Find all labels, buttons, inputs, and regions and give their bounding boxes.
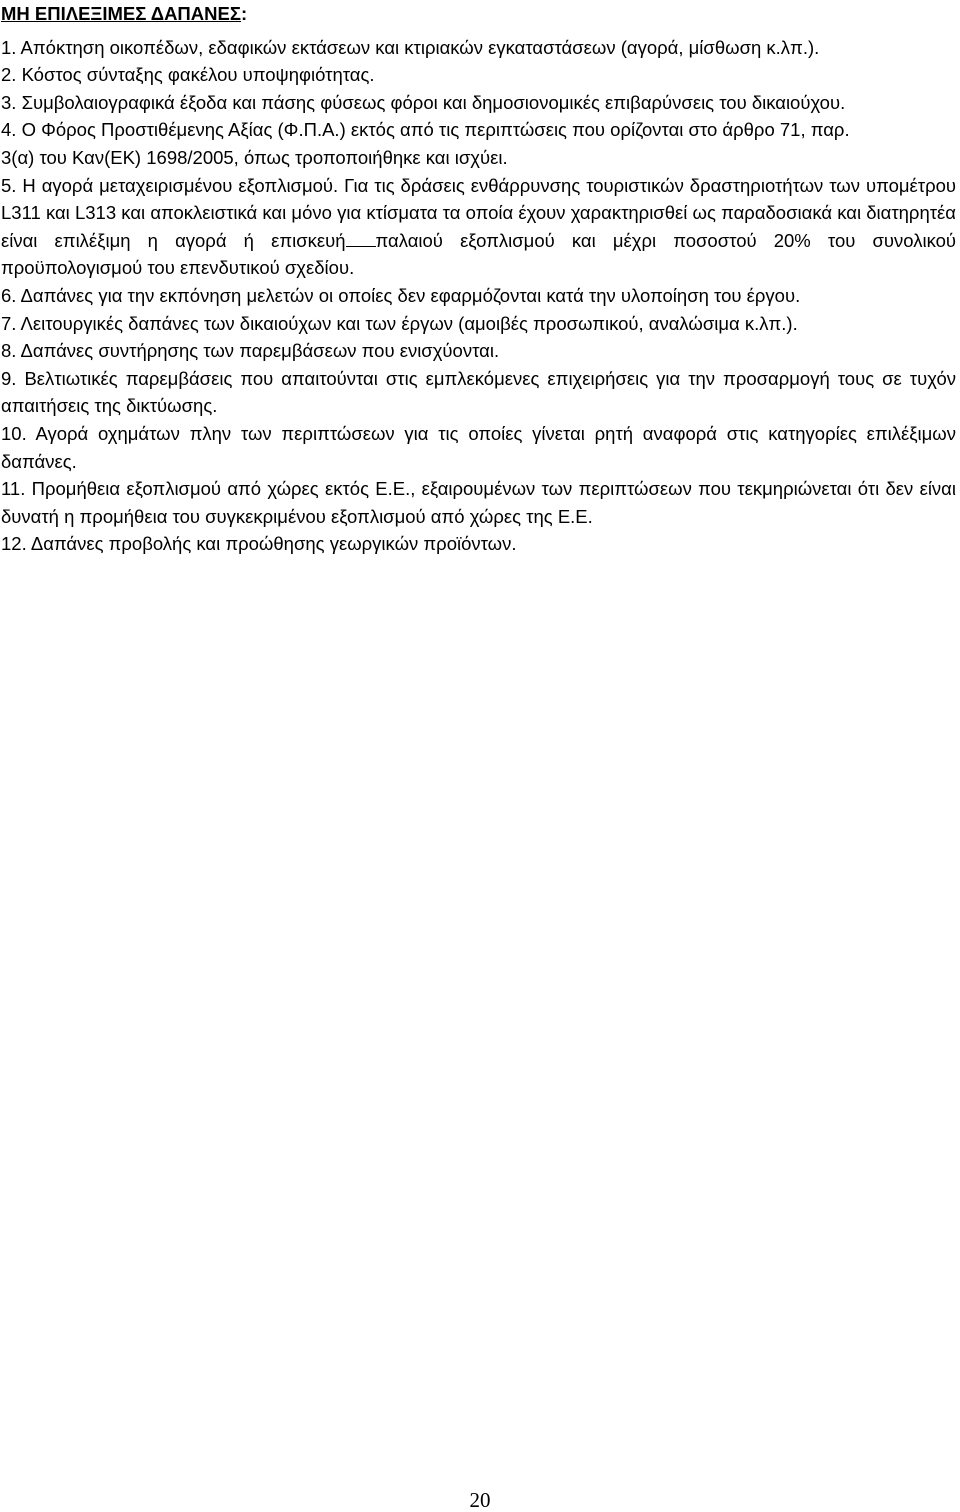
- list-item-6: 6. Δαπάνες για την εκπόνηση μελετών οι οποίες δεν εφαρμόζονται κατά την υλοποίηση του έργου.: [1, 284, 801, 306]
- list-item-9: 9. Βελτιωτικές παρεμβάσεις που απαιτούνται στις εμπλεκόμενες επιχειρήσεις για την προσαρμογή τους σε τυχόν απαιτήσεις της δικτύωσης.: [1, 367, 956, 417]
- list-item-12: 12. Δαπάνες προβολής και προώθησης γεωργικών προϊόντων.: [1, 533, 517, 555]
- list-item-5-text-a: 5. Η αγορά μεταχειρισμένου εξοπλισμού. Για τις δράσεις ενθάρρυνσης τουριστικών δραστηριοτήτων των υπομέτρου L311 και L313 και αποκλειστικά και μόνο για κτίσματα τα οποία έχουν χαρακτηρισθεί ως παραδοσιακά και διατηρητέα είναι επιλέξιμη η αγορά ή επισκευή: [1, 174, 956, 251]
- list-item-8: 8. Δαπάνες συντήρησης των παρεμβάσεων που ενισχύονται.: [1, 340, 500, 362]
- blank-underline: [346, 232, 376, 247]
- section-heading: [1, 0, 956, 28]
- list-item-2: 2. Κόστος σύνταξης φακέλου υποψηφιότητας.: [1, 64, 375, 86]
- section-heading-text: ΜΗ ΕΠΙΛΕΞΙΜΕΣ ΔΑΠΑΝΕΣ: [1, 3, 241, 24]
- section-heading-colon: :: [240, 3, 248, 24]
- list-item-4-line-1: 4. Ο Φόρος Προστιθέμενης Αξίας (Φ.Π.Α.) εκτός από τις περιπτώσεις που ορίζονται στο άρθρο 71, παρ.: [1, 119, 850, 141]
- list-item-5: [1, 172, 956, 282]
- document-body: [1, 0, 956, 558]
- list-item-10: 10. Αγορά οχημάτων πλην των περιπτώσεων για τις οποίες γίνεται ρητή αναφορά στις κατηγορίες επιλέξιμων δαπάνες.: [1, 422, 956, 472]
- page-number: 20: [469, 1488, 491, 1512]
- list-item-3: 3. Συμβολαιογραφικά έξοδα και πάσης φύσεως φόροι και δημοσιονομικές επιβαρύνσεις του δικαιούχου.: [1, 91, 846, 113]
- list-item-11: 11. Προμήθεια εξοπλισμού από χώρες εκτός Ε.Ε., εξαιρουμένων των περιπτώσεων που τεκμηριώνεται ότι δεν είναι δυνατή η προμήθεια του συγκεκριμένου εξοπλισμού από χώρες της Ε.Ε.: [1, 478, 956, 527]
- list-item-5-text-b: παλαιού εξοπλισμού και μέχρι ποσοστού 20% του συνολικού προϋπολογισμού του επενδυτικού σχεδίου.: [1, 229, 957, 279]
- list-item-1: 1. Απόκτηση οικοπέδων, εδαφικών εκτάσεων και κτιριακών εγκαταστάσεων (αγορά, μίσθωση κ.λπ.).: [1, 36, 820, 58]
- list-item-7: 7. Λειτουργικές δαπάνες των δικαιούχων και των έργων (αμοιβές προσωπικού, αναλώσιμα κ.λπ.).: [1, 312, 798, 334]
- list-item-4-line-2: 3(α) του Καν(ΕΚ) 1698/2005, όπως τροποποιήθηκε και ισχύει.: [1, 146, 508, 168]
